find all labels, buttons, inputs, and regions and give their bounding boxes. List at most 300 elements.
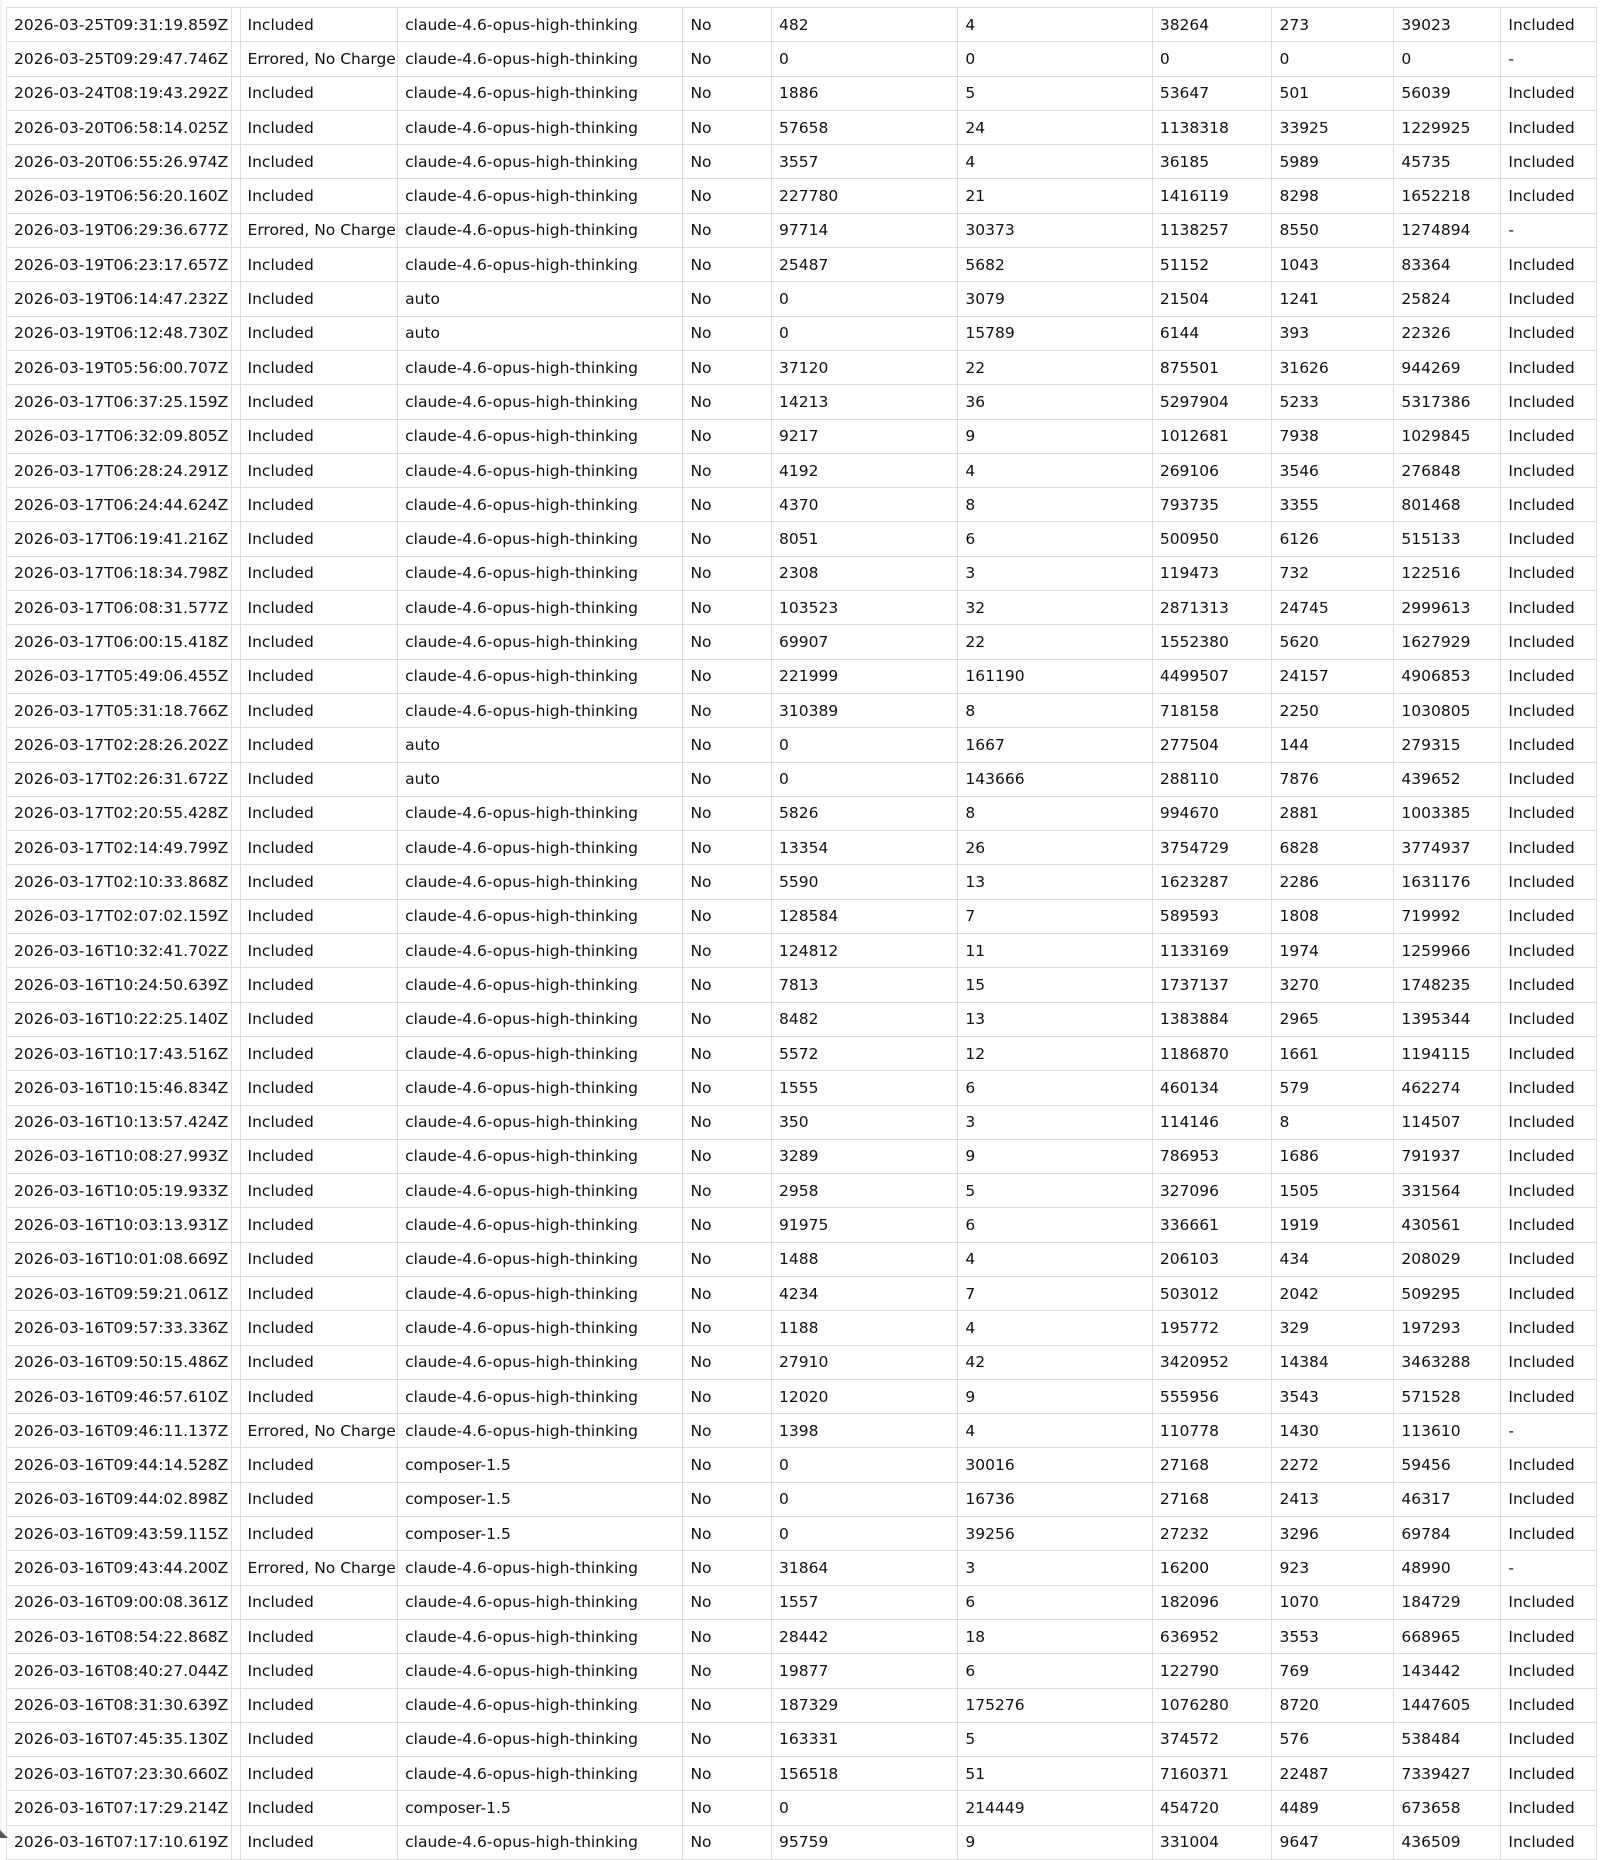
max-mode-cell: No <box>683 625 772 659</box>
input-no-cache-cell: 3 <box>958 556 1152 590</box>
max-mode-cell: No <box>683 1345 772 1379</box>
cost-cell: Included <box>1501 522 1597 556</box>
input-no-cache-cell: 5 <box>958 76 1152 110</box>
cost-cell: Included <box>1501 728 1597 762</box>
total-tokens-cell: 208029 <box>1394 1242 1501 1276</box>
model-cell: claude-4.6-opus-high-thinking <box>398 1174 683 1208</box>
model-cell: claude-4.6-opus-high-thinking <box>398 1654 683 1688</box>
spacer-cell <box>232 1071 240 1105</box>
model-cell: claude-4.6-opus-high-thinking <box>398 693 683 727</box>
input-cache-write-cell: 482 <box>772 8 958 42</box>
cost-cell: Included <box>1501 76 1597 110</box>
total-tokens-cell: 1029845 <box>1394 419 1501 453</box>
total-tokens-cell: 1748235 <box>1394 968 1501 1002</box>
input-cache-write-cell: 14213 <box>772 385 958 419</box>
input-no-cache-cell: 13 <box>958 1002 1152 1036</box>
spacer-cell <box>232 110 240 144</box>
model-cell: composer-1.5 <box>398 1791 683 1825</box>
cost-cell: Included <box>1501 693 1597 727</box>
output-tokens-cell: 1686 <box>1272 1139 1394 1173</box>
output-tokens-cell: 1505 <box>1272 1174 1394 1208</box>
max-mode-cell: No <box>683 1791 772 1825</box>
model-cell: claude-4.6-opus-high-thinking <box>398 76 683 110</box>
input-cache-write-cell: 8482 <box>772 1002 958 1036</box>
cache-read-cell: 4499507 <box>1152 659 1272 693</box>
table-row <box>7 762 1597 796</box>
input-cache-write-cell: 0 <box>772 728 958 762</box>
input-cache-write-cell: 0 <box>772 42 958 76</box>
cost-cell: Included <box>1501 865 1597 899</box>
max-mode-cell: No <box>683 1242 772 1276</box>
spacer-cell <box>232 1242 240 1276</box>
input-no-cache-cell: 4 <box>958 1242 1152 1276</box>
kind-cell: Included <box>240 1036 398 1070</box>
cache-read-cell: 27168 <box>1152 1482 1272 1516</box>
model-cell: claude-4.6-opus-high-thinking <box>398 865 683 899</box>
output-tokens-cell: 31626 <box>1272 350 1394 384</box>
table-row <box>7 522 1597 556</box>
output-tokens-cell: 273 <box>1272 8 1394 42</box>
cache-read-cell: 1737137 <box>1152 968 1272 1002</box>
total-tokens-cell: 462274 <box>1394 1071 1501 1105</box>
spacer-cell <box>232 934 240 968</box>
input-cache-write-cell: 9217 <box>772 419 958 453</box>
model-cell: claude-4.6-opus-high-thinking <box>398 1825 683 1859</box>
cache-read-cell: 1552380 <box>1152 625 1272 659</box>
cost-cell: Included <box>1501 1448 1597 1482</box>
cost-cell: Included <box>1501 556 1597 590</box>
table-row <box>7 8 1597 42</box>
cost-cell: Included <box>1501 1379 1597 1413</box>
table-row <box>7 1517 1597 1551</box>
usage-events-body <box>7 8 1597 1860</box>
cost-cell: Included <box>1501 934 1597 968</box>
spacer-cell <box>232 1414 240 1448</box>
cost-cell: Included <box>1501 625 1597 659</box>
model-cell: claude-4.6-opus-high-thinking <box>398 350 683 384</box>
cost-cell: Included <box>1501 1276 1597 1310</box>
spacer-cell <box>232 1311 240 1345</box>
spacer-cell <box>232 76 240 110</box>
spacer-cell <box>232 316 240 350</box>
table-row <box>7 213 1597 247</box>
table-row <box>7 385 1597 419</box>
spacer-cell <box>232 1722 240 1756</box>
max-mode-cell: No <box>683 1517 772 1551</box>
output-tokens-cell: 7938 <box>1272 419 1394 453</box>
date-cell: 2026-03-17T02:26:31.672Z <box>7 762 232 796</box>
table-row <box>7 76 1597 110</box>
cache-read-cell: 5297904 <box>1152 385 1272 419</box>
spacer-cell <box>232 1585 240 1619</box>
output-tokens-cell: 24157 <box>1272 659 1394 693</box>
cache-read-cell: 119473 <box>1152 556 1272 590</box>
total-tokens-cell: 1652218 <box>1394 179 1501 213</box>
spacer-cell <box>232 556 240 590</box>
input-no-cache-cell: 30373 <box>958 213 1152 247</box>
table-row <box>7 1242 1597 1276</box>
model-cell: claude-4.6-opus-high-thinking <box>398 591 683 625</box>
input-no-cache-cell: 15789 <box>958 316 1152 350</box>
input-no-cache-cell: 9 <box>958 419 1152 453</box>
kind-cell: Included <box>240 76 398 110</box>
input-cache-write-cell: 57658 <box>772 110 958 144</box>
model-cell: claude-4.6-opus-high-thinking <box>398 248 683 282</box>
spacer-cell <box>232 659 240 693</box>
left-page-edge <box>0 0 2 1838</box>
model-cell: claude-4.6-opus-high-thinking <box>398 488 683 522</box>
cache-read-cell: 327096 <box>1152 1174 1272 1208</box>
cache-read-cell: 589593 <box>1152 899 1272 933</box>
kind-cell: Included <box>240 1139 398 1173</box>
spacer-cell <box>232 762 240 796</box>
output-tokens-cell: 33925 <box>1272 110 1394 144</box>
output-tokens-cell: 1919 <box>1272 1208 1394 1242</box>
output-tokens-cell: 0 <box>1272 42 1394 76</box>
cost-cell: Included <box>1501 385 1597 419</box>
output-tokens-cell: 3553 <box>1272 1619 1394 1653</box>
total-tokens-cell: 791937 <box>1394 1139 1501 1173</box>
max-mode-cell: No <box>683 1482 772 1516</box>
input-no-cache-cell: 15 <box>958 968 1152 1002</box>
date-cell: 2026-03-16T07:45:35.130Z <box>7 1722 232 1756</box>
cache-read-cell: 503012 <box>1152 1276 1272 1310</box>
max-mode-cell: No <box>683 1585 772 1619</box>
input-cache-write-cell: 5572 <box>772 1036 958 1070</box>
spacer-cell <box>232 693 240 727</box>
cost-cell: Included <box>1501 1825 1597 1859</box>
total-tokens-cell: 39023 <box>1394 8 1501 42</box>
max-mode-cell: No <box>683 556 772 590</box>
total-tokens-cell: 436509 <box>1394 1825 1501 1859</box>
spacer-cell <box>232 625 240 659</box>
model-cell: claude-4.6-opus-high-thinking <box>398 522 683 556</box>
model-cell: claude-4.6-opus-high-thinking <box>398 968 683 1002</box>
input-cache-write-cell: 31864 <box>772 1551 958 1585</box>
input-no-cache-cell: 26 <box>958 831 1152 865</box>
total-tokens-cell: 56039 <box>1394 76 1501 110</box>
total-tokens-cell: 1194115 <box>1394 1036 1501 1070</box>
kind-cell: Included <box>240 556 398 590</box>
date-cell: 2026-03-16T10:24:50.639Z <box>7 968 232 1002</box>
spacer-cell <box>232 1619 240 1653</box>
table-row <box>7 968 1597 1002</box>
output-tokens-cell: 3546 <box>1272 453 1394 487</box>
cache-read-cell: 195772 <box>1152 1311 1272 1345</box>
model-cell: claude-4.6-opus-high-thinking <box>398 179 683 213</box>
total-tokens-cell: 83364 <box>1394 248 1501 282</box>
table-row <box>7 1414 1597 1448</box>
table-row <box>7 282 1597 316</box>
input-cache-write-cell: 0 <box>772 282 958 316</box>
input-cache-write-cell: 124812 <box>772 934 958 968</box>
max-mode-cell: No <box>683 522 772 556</box>
spacer-cell <box>232 831 240 865</box>
input-no-cache-cell: 143666 <box>958 762 1152 796</box>
cost-cell: Included <box>1501 110 1597 144</box>
cache-read-cell: 110778 <box>1152 1414 1272 1448</box>
cache-read-cell: 0 <box>1152 42 1272 76</box>
cost-cell: Included <box>1501 831 1597 865</box>
output-tokens-cell: 3543 <box>1272 1379 1394 1413</box>
output-tokens-cell: 769 <box>1272 1654 1394 1688</box>
table-row <box>7 1619 1597 1653</box>
input-cache-write-cell: 5590 <box>772 865 958 899</box>
cost-cell: - <box>1501 1414 1597 1448</box>
date-cell: 2026-03-16T09:43:44.200Z <box>7 1551 232 1585</box>
cost-cell: Included <box>1501 762 1597 796</box>
input-no-cache-cell: 0 <box>958 42 1152 76</box>
date-cell: 2026-03-16T09:44:14.528Z <box>7 1448 232 1482</box>
cache-read-cell: 1623287 <box>1152 865 1272 899</box>
model-cell: claude-4.6-opus-high-thinking <box>398 1414 683 1448</box>
input-cache-write-cell: 27910 <box>772 1345 958 1379</box>
input-cache-write-cell: 2958 <box>772 1174 958 1208</box>
input-no-cache-cell: 16736 <box>958 1482 1152 1516</box>
date-cell: 2026-03-17T06:18:34.798Z <box>7 556 232 590</box>
output-tokens-cell: 24745 <box>1272 591 1394 625</box>
total-tokens-cell: 331564 <box>1394 1174 1501 1208</box>
cache-read-cell: 51152 <box>1152 248 1272 282</box>
model-cell: claude-4.6-opus-high-thinking <box>398 831 683 865</box>
cost-cell: - <box>1501 213 1597 247</box>
input-cache-write-cell: 25487 <box>772 248 958 282</box>
max-mode-cell: No <box>683 1825 772 1859</box>
table-row <box>7 1551 1597 1585</box>
input-no-cache-cell: 18 <box>958 1619 1152 1653</box>
kind-cell: Errored, No Charge <box>240 1551 398 1585</box>
date-cell: 2026-03-17T02:07:02.159Z <box>7 899 232 933</box>
output-tokens-cell: 923 <box>1272 1551 1394 1585</box>
input-no-cache-cell: 6 <box>958 1585 1152 1619</box>
total-tokens-cell: 25824 <box>1394 282 1501 316</box>
total-tokens-cell: 4906853 <box>1394 659 1501 693</box>
output-tokens-cell: 1430 <box>1272 1414 1394 1448</box>
cost-cell: Included <box>1501 316 1597 350</box>
table-row <box>7 1345 1597 1379</box>
input-no-cache-cell: 6 <box>958 1654 1152 1688</box>
kind-cell: Included <box>240 1448 398 1482</box>
input-no-cache-cell: 6 <box>958 1071 1152 1105</box>
input-no-cache-cell: 214449 <box>958 1791 1152 1825</box>
table-row <box>7 1174 1597 1208</box>
table-row <box>7 1002 1597 1036</box>
cache-read-cell: 1383884 <box>1152 1002 1272 1036</box>
cache-read-cell: 3754729 <box>1152 831 1272 865</box>
kind-cell: Included <box>240 591 398 625</box>
spacer-cell <box>232 453 240 487</box>
output-tokens-cell: 1808 <box>1272 899 1394 933</box>
total-tokens-cell: 515133 <box>1394 522 1501 556</box>
input-no-cache-cell: 3 <box>958 1551 1152 1585</box>
output-tokens-cell: 5620 <box>1272 625 1394 659</box>
date-cell: 2026-03-17T02:10:33.868Z <box>7 865 232 899</box>
cost-cell: Included <box>1501 1482 1597 1516</box>
input-cache-write-cell: 95759 <box>772 1825 958 1859</box>
total-tokens-cell: 7339427 <box>1394 1757 1501 1791</box>
kind-cell: Included <box>240 865 398 899</box>
cost-cell: - <box>1501 42 1597 76</box>
cache-read-cell: 1186870 <box>1152 1036 1272 1070</box>
table-row <box>7 419 1597 453</box>
kind-cell: Included <box>240 728 398 762</box>
date-cell: 2026-03-19T06:12:48.730Z <box>7 316 232 350</box>
spacer-cell <box>232 1036 240 1070</box>
cache-read-cell: 277504 <box>1152 728 1272 762</box>
total-tokens-cell: 143442 <box>1394 1654 1501 1688</box>
input-no-cache-cell: 3079 <box>958 282 1152 316</box>
model-cell: claude-4.6-opus-high-thinking <box>398 419 683 453</box>
table-row <box>7 934 1597 968</box>
cache-read-cell: 460134 <box>1152 1071 1272 1105</box>
input-cache-write-cell: 97714 <box>772 213 958 247</box>
cache-read-cell: 374572 <box>1152 1722 1272 1756</box>
total-tokens-cell: 22326 <box>1394 316 1501 350</box>
max-mode-cell: No <box>683 968 772 1002</box>
spacer-cell <box>232 728 240 762</box>
date-cell: 2026-03-19T06:23:17.657Z <box>7 248 232 282</box>
total-tokens-cell: 46317 <box>1394 1482 1501 1516</box>
date-cell: 2026-03-17T06:32:09.805Z <box>7 419 232 453</box>
kind-cell: Included <box>240 1174 398 1208</box>
cache-read-cell: 718158 <box>1152 693 1272 727</box>
cost-cell: Included <box>1501 8 1597 42</box>
cache-read-cell: 36185 <box>1152 145 1272 179</box>
date-cell: 2026-03-24T08:19:43.292Z <box>7 76 232 110</box>
cost-cell: Included <box>1501 1517 1597 1551</box>
kind-cell: Included <box>240 1242 398 1276</box>
max-mode-cell: No <box>683 1036 772 1070</box>
cache-read-cell: 875501 <box>1152 350 1272 384</box>
cost-cell: Included <box>1501 1208 1597 1242</box>
input-no-cache-cell: 30016 <box>958 1448 1152 1482</box>
table-row <box>7 1448 1597 1482</box>
table-row <box>7 1688 1597 1722</box>
input-no-cache-cell: 32 <box>958 591 1152 625</box>
cache-read-cell: 6144 <box>1152 316 1272 350</box>
model-cell: claude-4.6-opus-high-thinking <box>398 1551 683 1585</box>
cache-read-cell: 206103 <box>1152 1242 1272 1276</box>
model-cell: claude-4.6-opus-high-thinking <box>398 8 683 42</box>
total-tokens-cell: 48990 <box>1394 1551 1501 1585</box>
cache-read-cell: 1416119 <box>1152 179 1272 213</box>
kind-cell: Included <box>240 1517 398 1551</box>
date-cell: 2026-03-16T10:15:46.834Z <box>7 1071 232 1105</box>
date-cell: 2026-03-16T09:59:21.061Z <box>7 1276 232 1310</box>
kind-cell: Included <box>240 453 398 487</box>
total-tokens-cell: 439652 <box>1394 762 1501 796</box>
max-mode-cell: No <box>683 282 772 316</box>
total-tokens-cell: 1030805 <box>1394 693 1501 727</box>
total-tokens-cell: 1631176 <box>1394 865 1501 899</box>
spacer-cell <box>232 1551 240 1585</box>
spacer-cell <box>232 1791 240 1825</box>
input-no-cache-cell: 5 <box>958 1722 1152 1756</box>
table-row <box>7 899 1597 933</box>
input-cache-write-cell: 156518 <box>772 1757 958 1791</box>
model-cell: claude-4.6-opus-high-thinking <box>398 659 683 693</box>
model-cell: claude-4.6-opus-high-thinking <box>398 1071 683 1105</box>
spacer-cell <box>232 796 240 830</box>
cache-read-cell: 122790 <box>1152 1654 1272 1688</box>
spacer-cell <box>232 1105 240 1139</box>
model-cell: composer-1.5 <box>398 1448 683 1482</box>
output-tokens-cell: 3355 <box>1272 488 1394 522</box>
kind-cell: Included <box>240 831 398 865</box>
cost-cell: Included <box>1501 419 1597 453</box>
output-tokens-cell: 1043 <box>1272 248 1394 282</box>
total-tokens-cell: 1395344 <box>1394 1002 1501 1036</box>
max-mode-cell: No <box>683 350 772 384</box>
table-row <box>7 1825 1597 1859</box>
max-mode-cell: No <box>683 1105 772 1139</box>
kind-cell: Included <box>240 625 398 659</box>
spacer-cell <box>232 1482 240 1516</box>
input-cache-write-cell: 1398 <box>772 1414 958 1448</box>
cache-read-cell: 793735 <box>1152 488 1272 522</box>
table-row <box>7 453 1597 487</box>
total-tokens-cell: 1003385 <box>1394 796 1501 830</box>
total-tokens-cell: 1274894 <box>1394 213 1501 247</box>
input-no-cache-cell: 9 <box>958 1379 1152 1413</box>
total-tokens-cell: 2999613 <box>1394 591 1501 625</box>
table-row <box>7 556 1597 590</box>
max-mode-cell: No <box>683 865 772 899</box>
input-no-cache-cell: 161190 <box>958 659 1152 693</box>
input-no-cache-cell: 5682 <box>958 248 1152 282</box>
input-no-cache-cell: 8 <box>958 488 1152 522</box>
total-tokens-cell: 3774937 <box>1394 831 1501 865</box>
model-cell: composer-1.5 <box>398 1482 683 1516</box>
max-mode-cell: No <box>683 179 772 213</box>
kind-cell: Included <box>240 8 398 42</box>
model-cell: claude-4.6-opus-high-thinking <box>398 1276 683 1310</box>
output-tokens-cell: 6126 <box>1272 522 1394 556</box>
input-cache-write-cell: 4370 <box>772 488 958 522</box>
cache-read-cell: 336661 <box>1152 1208 1272 1242</box>
input-cache-write-cell: 8051 <box>772 522 958 556</box>
output-tokens-cell: 14384 <box>1272 1345 1394 1379</box>
table-row <box>7 248 1597 282</box>
cache-read-cell: 16200 <box>1152 1551 1272 1585</box>
spacer-cell <box>232 282 240 316</box>
input-cache-write-cell: 221999 <box>772 659 958 693</box>
max-mode-cell: No <box>683 693 772 727</box>
model-cell: claude-4.6-opus-high-thinking <box>398 1379 683 1413</box>
table-row <box>7 1482 1597 1516</box>
max-mode-cell: No <box>683 419 772 453</box>
date-cell: 2026-03-16T10:03:13.931Z <box>7 1208 232 1242</box>
spacer-cell <box>232 419 240 453</box>
date-cell: 2026-03-16T07:17:10.619Z <box>7 1825 232 1859</box>
output-tokens-cell: 393 <box>1272 316 1394 350</box>
spacer-cell <box>232 145 240 179</box>
output-tokens-cell: 8298 <box>1272 179 1394 213</box>
cache-read-cell: 1012681 <box>1152 419 1272 453</box>
kind-cell: Included <box>240 1482 398 1516</box>
cost-cell: Included <box>1501 1071 1597 1105</box>
total-tokens-cell: 122516 <box>1394 556 1501 590</box>
spacer-cell <box>232 591 240 625</box>
cost-cell: Included <box>1501 1619 1597 1653</box>
max-mode-cell: No <box>683 1174 772 1208</box>
input-no-cache-cell: 39256 <box>958 1517 1152 1551</box>
max-mode-cell: No <box>683 899 772 933</box>
spacer-cell <box>232 8 240 42</box>
model-cell: claude-4.6-opus-high-thinking <box>398 1585 683 1619</box>
model-cell: claude-4.6-opus-high-thinking <box>398 934 683 968</box>
max-mode-cell: No <box>683 42 772 76</box>
